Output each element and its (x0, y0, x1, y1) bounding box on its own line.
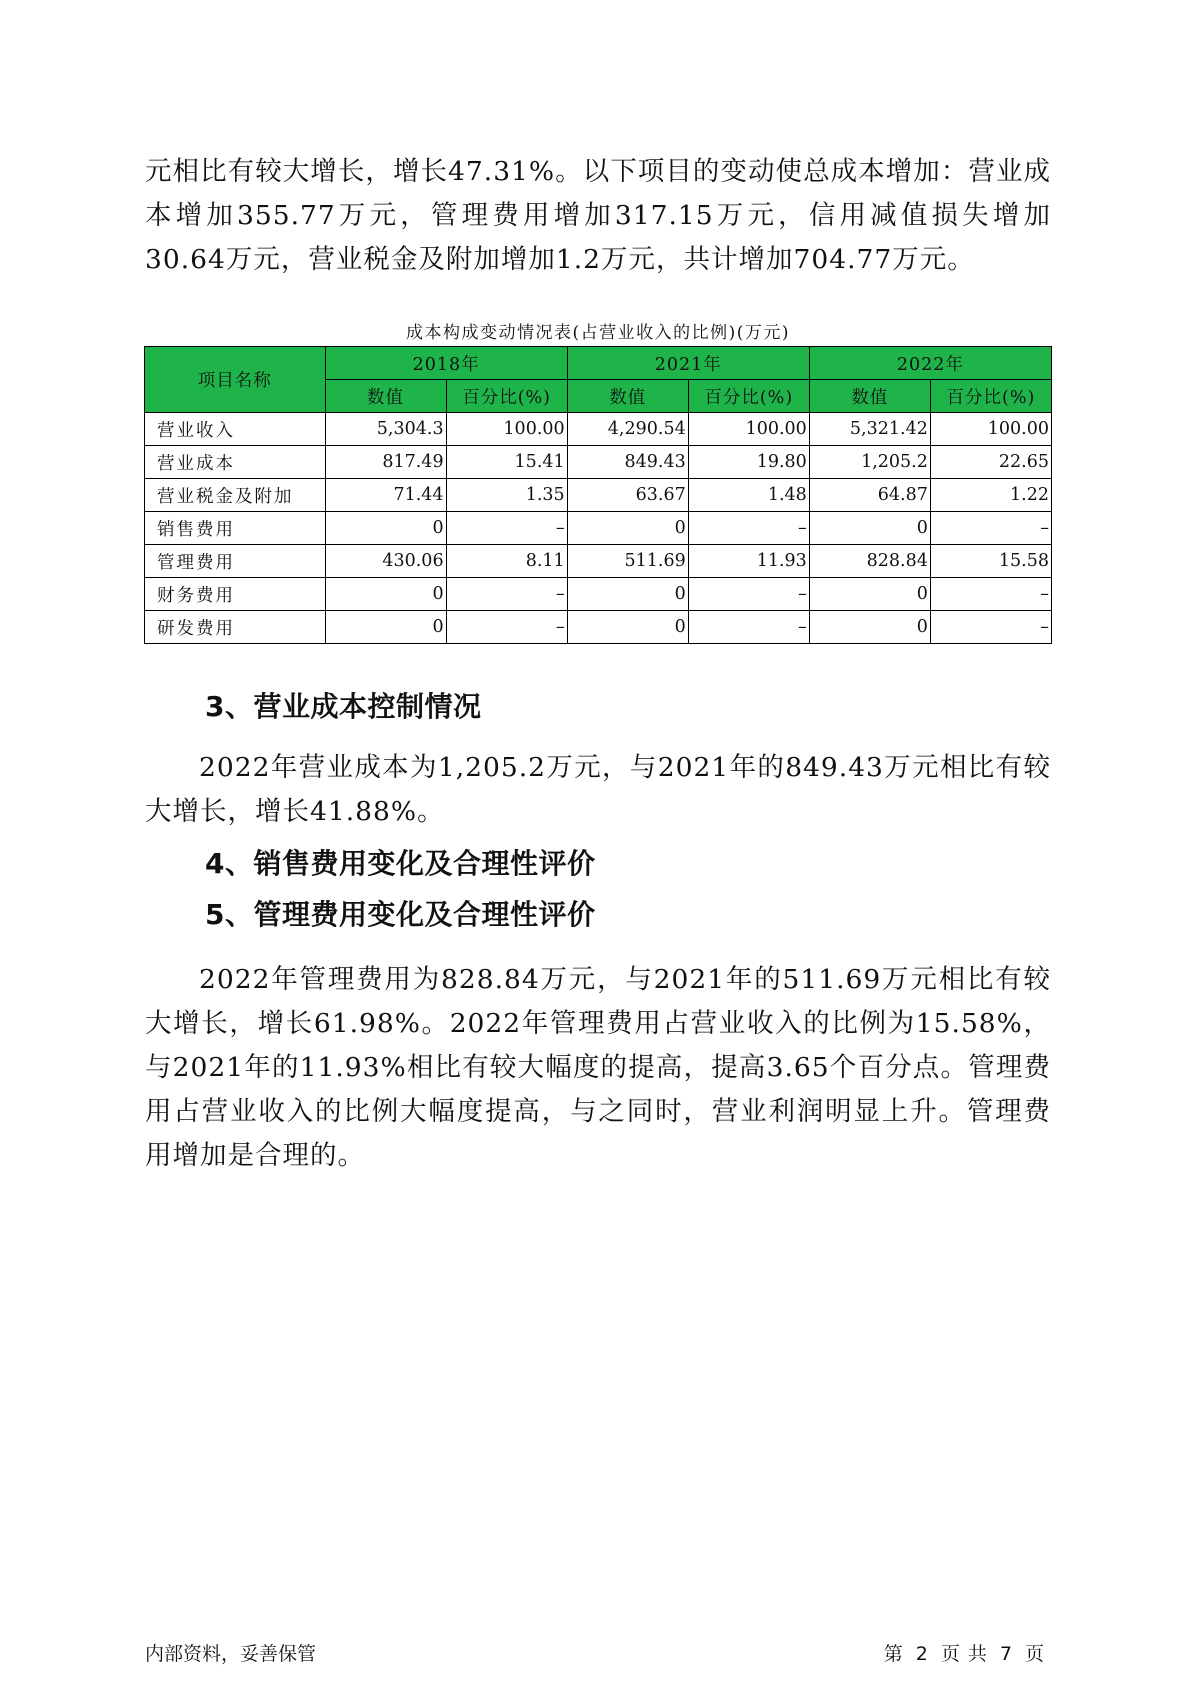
section-5-heading: 5、管理费用变化及合理性评价 (205, 898, 596, 931)
value-2021: 0 (567, 578, 688, 611)
value-2021: 63.67 (567, 479, 688, 512)
percent-2018: 8.11 (446, 545, 567, 578)
value-2022: 5,321.42 (809, 413, 930, 446)
section-5-paragraph: 2022年管理费用为828.84万元，与2021年的511.69万元相比有较大增长，增长61.98%。2022年管理费用占营业收入的比例为15.58%，与2021年的11.93%相比有较大幅度的提高，提高3.65个百分点。管理费用占营业收入的比例大幅度提高，与之同时，营业利润明显上升。管理费用增加是合理的。 (145, 964, 1051, 1171)
section-3-heading: 3、营业成本控制情况 (205, 690, 482, 723)
header-year-2018: 2018年 (325, 347, 567, 380)
header-percent: 百分比(%) (688, 380, 809, 413)
value-2022: 828.84 (809, 545, 930, 578)
percent-2022: – (930, 512, 1051, 545)
percent-2022: 1.22 (930, 479, 1051, 512)
value-2021: 4,290.54 (567, 413, 688, 446)
value-2021: 0 (567, 611, 688, 644)
value-2021: 511.69 (567, 545, 688, 578)
percent-2022: 22.65 (930, 446, 1051, 479)
value-2018: 71.44 (325, 479, 446, 512)
row-name: 营业成本 (145, 446, 326, 479)
value-2022: 1,205.2 (809, 446, 930, 479)
percent-2022: – (930, 611, 1051, 644)
table-row (145, 479, 1052, 512)
percent-2022: 100.00 (930, 413, 1051, 446)
percent-2021: – (688, 611, 809, 644)
header-year-2022: 2022年 (809, 347, 1051, 380)
percent-2018: – (446, 578, 567, 611)
header-item-name: 项目名称 (145, 347, 326, 413)
percent-2018: – (446, 611, 567, 644)
percent-2018: 100.00 (446, 413, 567, 446)
table-row (145, 413, 1052, 446)
percent-2021: 100.00 (688, 413, 809, 446)
page-prefix: 第 (883, 1643, 904, 1665)
percent-2021: 1.48 (688, 479, 809, 512)
row-name: 营业税金及附加 (145, 479, 326, 512)
table-row (145, 545, 1052, 578)
percent-2018: 1.35 (446, 479, 567, 512)
percent-2021: – (688, 578, 809, 611)
page-suffix: 页 (1024, 1643, 1045, 1665)
row-name: 营业收入 (145, 413, 326, 446)
value-2022: 64.87 (809, 479, 930, 512)
table-row (145, 611, 1052, 644)
header-value: 数值 (325, 380, 446, 413)
percent-2018: – (446, 512, 567, 545)
value-2021: 849.43 (567, 446, 688, 479)
value-2018: 817.49 (325, 446, 446, 479)
header-percent: 百分比(%) (446, 380, 567, 413)
section-3-paragraph: 2022年营业成本为1,205.2万元，与2021年的849.43万元相比有较大增长，增长41.88%。 (145, 752, 1051, 827)
page-total: 7 (999, 1643, 1013, 1665)
row-name: 销售费用 (145, 512, 326, 545)
percent-2021: 11.93 (688, 545, 809, 578)
header-value: 数值 (809, 380, 930, 413)
table-header-row-years (145, 347, 1052, 380)
table-row (145, 512, 1052, 545)
value-2018: 0 (325, 611, 446, 644)
header-year-2021: 2021年 (567, 347, 809, 380)
table-caption: 成本构成变动情况表(占营业收入的比例)(万元) (405, 323, 791, 343)
footer-page-number (878, 1639, 1051, 1666)
value-2022: 0 (809, 611, 930, 644)
percent-2021: – (688, 512, 809, 545)
table-row (145, 578, 1052, 611)
value-2018: 5,304.3 (325, 413, 446, 446)
header-percent: 百分比(%) (930, 380, 1051, 413)
value-2022: 0 (809, 512, 930, 545)
cost-structure-table (144, 346, 1052, 644)
percent-2021: 19.80 (688, 446, 809, 479)
page-mid: 页 共 (940, 1643, 988, 1665)
percent-2022: – (930, 578, 1051, 611)
row-name: 研发费用 (145, 611, 326, 644)
section-4-heading: 4、销售费用变化及合理性评价 (205, 847, 596, 880)
value-2021: 0 (567, 512, 688, 545)
value-2018: 0 (325, 512, 446, 545)
page-current: 2 (915, 1643, 929, 1665)
intro-paragraph: 元相比有较大增长，增长47.31%。以下项目的变动使总成本增加：营业成本增加355.77万元，管理费用增加317.15万元，信用减值损失增加30.64万元，营业税金及附加增加1.2万元，共计增加704.77万元。 (145, 156, 1051, 275)
table-row (145, 446, 1052, 479)
row-name: 财务费用 (145, 578, 326, 611)
value-2018: 430.06 (325, 545, 446, 578)
value-2022: 0 (809, 578, 930, 611)
value-2018: 0 (325, 578, 446, 611)
percent-2018: 15.41 (446, 446, 567, 479)
row-name: 管理费用 (145, 545, 326, 578)
header-value: 数值 (567, 380, 688, 413)
footer-confidential-note: 内部资料，妥善保管 (145, 1643, 317, 1665)
percent-2022: 15.58 (930, 545, 1051, 578)
